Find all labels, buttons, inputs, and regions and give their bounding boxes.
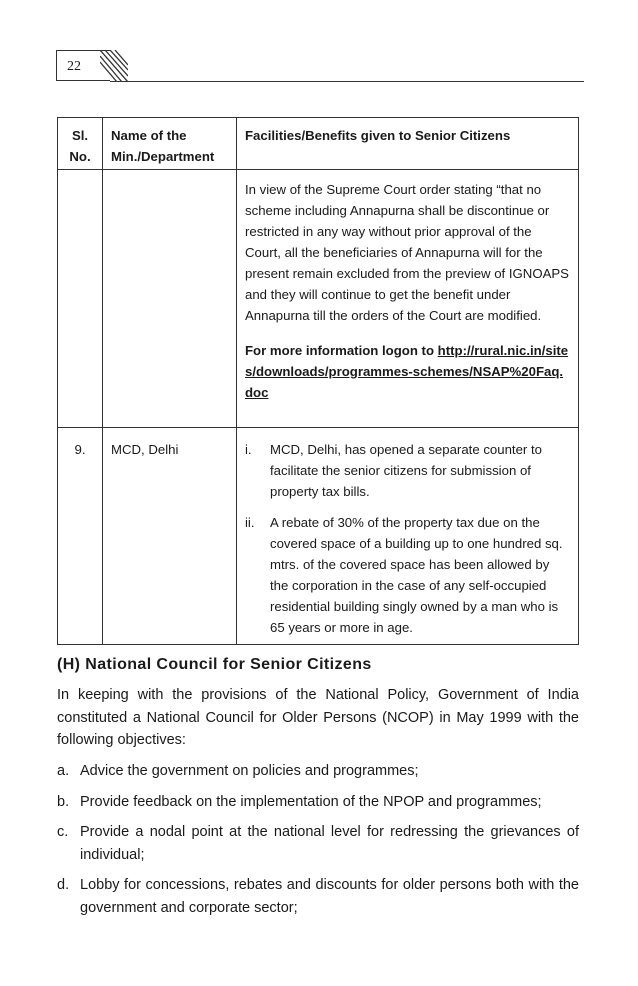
table-row [58, 428, 579, 645]
list-item: b. Provide feedback on the implementation of the NPOP and programmes; [57, 793, 542, 810]
table-header-row [58, 118, 579, 170]
col-header-name: Name of the Min./Department [103, 118, 237, 170]
table-row [58, 170, 579, 428]
row-department-name: MCD, Delhi [103, 428, 237, 645]
section-intro: In keeping with the provisions of the National Policy, Government of India constituted a National Council for Older Persons (NCOP) in May 1999 with the following objectives: [57, 687, 579, 748]
list-item: c. Provide a nodal point at the national level for redressing the grievances of individual; [57, 824, 579, 863]
benefit-item: ii. A rebate of 30% of the property tax due on the covered space of a building up to one hundred sq. mtrs. of the covered space has been allowed by the corporation in the case of any self-occupied residential building singly owned by a man who is 65 years or more in age. [245, 515, 563, 635]
annapurna-note: In view of the Supreme Court order stating “that no scheme including Annapurna shall be discontinue or restricted in any way without prior approval of the Court, all the beneficiaries of Annapurna will for the present remain excluded from the preview of IGNOAPS and they will continue to get the benefit under Annapurna till the orders of the Court are modified. [245, 182, 569, 323]
more-info-label: For more information logon to [245, 343, 438, 358]
section-heading: (H) National Council for Senior Citizens [57, 656, 372, 673]
nsap-faq-link[interactable]: http://rural.nic.in/sites/downloads/programmes-schemes/NSAP%20Faq.doc [245, 343, 569, 400]
row-sl-number: 9. [58, 428, 103, 645]
benefit-item: i. MCD, Delhi, has opened a separate counter to facilitate the senior citizens for submission of property tax bills. [245, 442, 542, 499]
list-item: d. Lobby for concessions, rebates and discounts for older persons both with the government and corporate sector; [57, 877, 579, 916]
benefits-table [57, 117, 579, 645]
col-header-sl: Sl. No. [58, 118, 103, 170]
objectives-list [57, 760, 579, 927]
header-stripes-decoration [100, 50, 128, 82]
col-header-facilities: Facilities/Benefits given to Senior Citizens [237, 118, 579, 170]
list-item: a. Advice the government on policies and programmes; [57, 763, 419, 779]
page-number: 22 [56, 50, 110, 81]
header-rule [110, 81, 584, 82]
